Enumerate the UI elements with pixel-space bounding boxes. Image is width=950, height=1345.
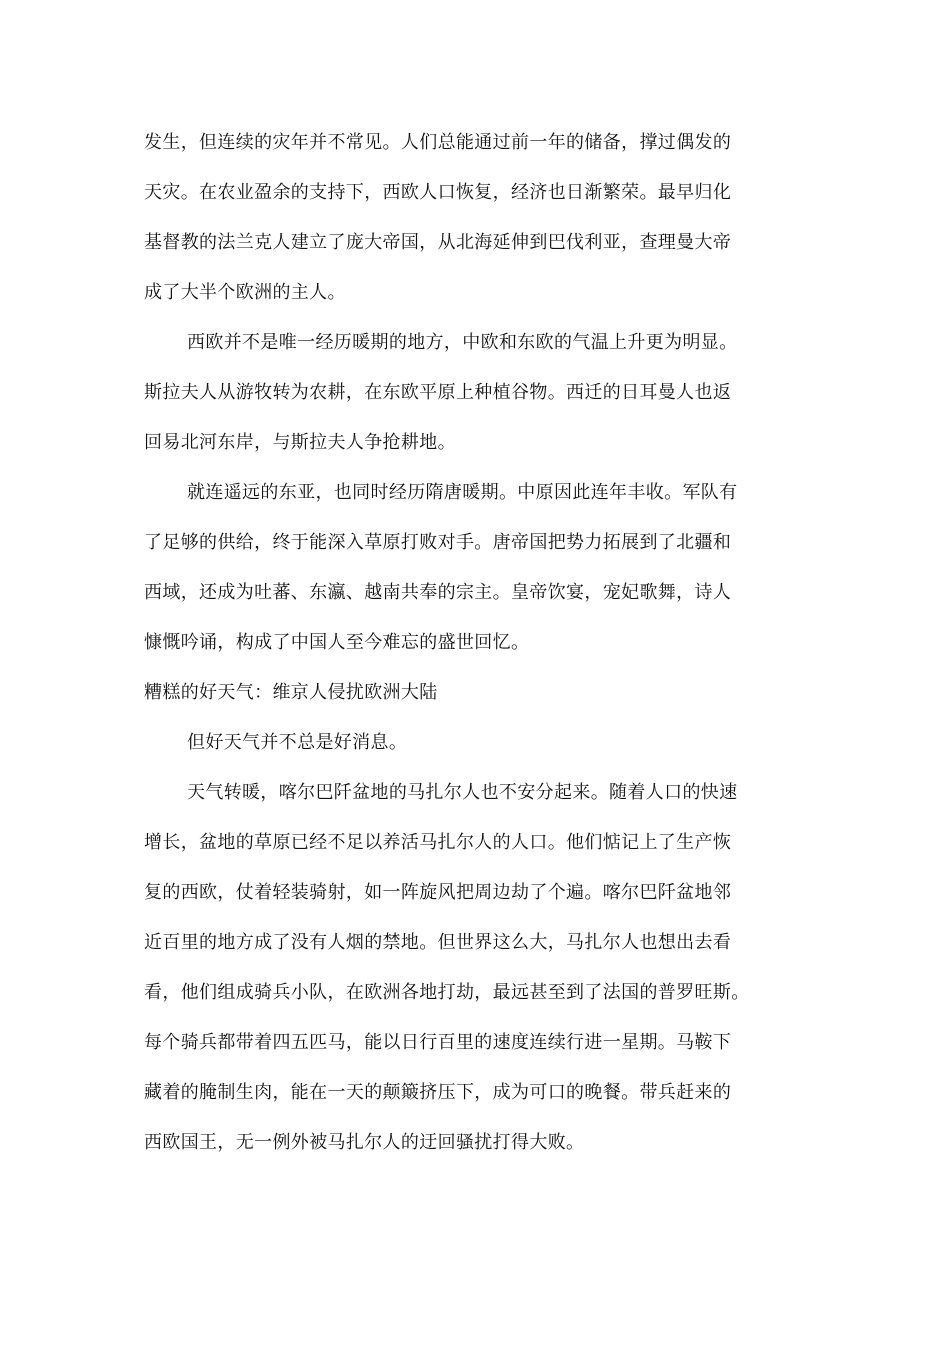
body-text-line: 近百里的地方成了没有人烟的禁地。但世界这么大，马扎尔人也想出去看: [144, 932, 732, 953]
section-heading: 糟糕的好天气：维京人侵扰欧洲大陆: [144, 682, 438, 703]
body-text-line: 成了大半个欧洲的主人。: [144, 282, 346, 303]
body-text-line: 复的西欧，仗着轻装骑射，如一阵旋风把周边劫了个遍。喀尔巴阡盆地邻: [144, 882, 732, 903]
body-text-line: 斯拉夫人从游牧转为农耕，在东欧平原上种植谷物。西迁的日耳曼人也返: [144, 382, 732, 403]
body-text-line: 每个骑兵都带着四五匹马，能以日行百里的速度连续行进一星期。马鞍下: [144, 1032, 732, 1053]
body-text-line: 天灾。在农业盈余的支持下，西欧人口恢复，经济也日渐繁荣。最早归化: [144, 182, 732, 203]
body-text-line: 回易北河东岸，与斯拉夫人争抢耕地。: [144, 432, 456, 453]
paragraph-start-line: 就连遥远的东亚，也同时经历隋唐暖期。中原因此连年丰收。军队有: [187, 482, 738, 503]
paragraph-start-line: 天气转暖，喀尔巴阡盆地的马扎尔人也不安分起来。随着人口的快速: [187, 782, 738, 803]
body-text-line: 发生，但连续的灾年并不常见。人们总能通过前一年的储备，撑过偶发的: [144, 132, 732, 153]
body-text-line: 西欧国王，无一例外被马扎尔人的迂回骚扰打得大败。: [144, 1132, 585, 1153]
body-text-line: 基督教的法兰克人建立了庞大帝国，从北海延伸到巴伐利亚，查理曼大帝: [144, 232, 732, 253]
paragraph-start-line: 但好天气并不总是好消息。: [187, 732, 408, 753]
paragraph-start-line: 西欧并不是唯一经历暖期的地方，中欧和东欧的气温上升更为明显。: [187, 332, 738, 353]
body-text-line: 看，他们组成骑兵小队，在欧洲各地打劫，最远甚至到了法国的普罗旺斯。: [144, 982, 750, 1003]
body-text-line: 西域，还成为吐蕃、东瀛、越南共奉的宗主。皇帝饮宴，宠妃歌舞，诗人: [144, 582, 732, 603]
body-text-line: 慷慨吟诵，构成了中国人至今难忘的盛世回忆。: [144, 632, 530, 653]
body-text-line: 增长，盆地的草原已经不足以养活马扎尔人的人口。他们惦记上了生产恢: [144, 832, 732, 853]
body-text-line: 藏着的腌制生肉，能在一天的颠簸挤压下，成为可口的晚餐。带兵赶来的: [144, 1082, 732, 1103]
body-text-line: 了足够的供给，终于能深入草原打败对手。唐帝国把势力拓展到了北疆和: [144, 532, 732, 553]
